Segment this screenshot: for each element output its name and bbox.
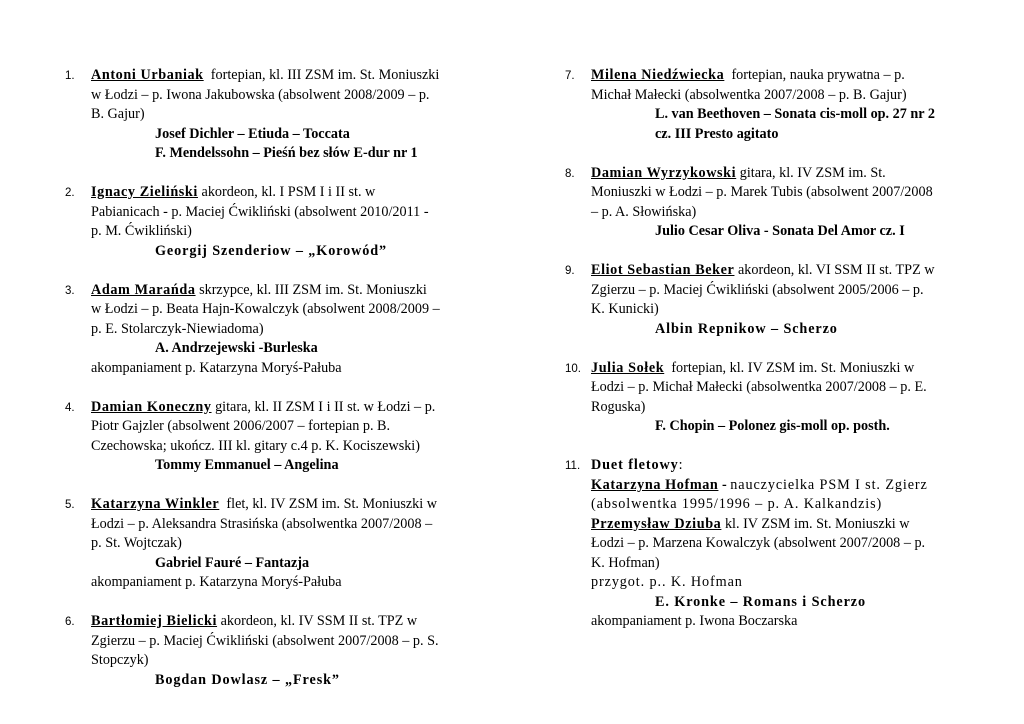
- performer-name: Antoni Urbaniak: [91, 67, 204, 83]
- accompaniment: akompaniament p. Katarzyna Moryś-Pałuba: [91, 574, 342, 590]
- performer-description: fortepian, nauka prywatna – p. Michał Małecki (absolwentka 2007/2008 – p. B. Gajur): [591, 67, 907, 103]
- right-column: [565, 66, 940, 651]
- program-piece: Tommy Emmanuel – Angelina: [155, 457, 339, 473]
- accompaniment: akompaniament p. Katarzyna Moryś-Pałuba: [91, 359, 342, 376]
- entry-number: 6.: [65, 616, 75, 628]
- left-column: [65, 66, 440, 710]
- performer-name: Eliot Sebastian Beker: [591, 262, 735, 278]
- duet-member-1-separator: -: [718, 476, 731, 493]
- entry-1: [65, 66, 440, 164]
- entry-9: [565, 261, 940, 339]
- entry-number: 8.: [565, 167, 575, 180]
- entry-number: 7.: [565, 70, 575, 82]
- duet-member-2-name: Przemysław Dziuba: [591, 515, 722, 532]
- performer-name: Damian Koneczny: [91, 398, 212, 415]
- entry-number: 5.: [65, 499, 75, 511]
- entry-number: 9.: [565, 265, 575, 277]
- entry-8: [565, 164, 940, 242]
- duet-member-1-description: nauczycielka PSM I st. Zgierz (absolwentka 1995/1996 – p. A. Kalkandzis): [591, 476, 928, 512]
- entry-11-duet: 11. Duet fletowy: Katarzyna Hofman - nauczycielka PSM I st. Zgierz (absolwentka 1995/1996 – p. A. Kalkandzis) Przemysław Dziuba kl. IV ZSM im. St. Moniuszki w Łodzi – p. Marzena Kowalczyk (absolwent 2007/2008 – p. K. Hofman) przygot. p.. K. Hofman E. Kronke – Romans i Scherzo akompaniament p. Iwona Boczarska: [565, 456, 940, 632]
- accompaniment: akompaniament p. Iwona Boczarska: [591, 613, 798, 629]
- entry-number: 3.: [65, 284, 75, 297]
- program-piece: F. Chopin – Polonez gis-moll op. posth.: [655, 418, 890, 434]
- program-piece: Josef Dichler – Etiuda – Toccata: [155, 125, 350, 142]
- program-piece: cz. III Presto agitato: [655, 125, 779, 142]
- program-piece: Julio Cesar Oliva - Sonata Del Amor cz. I: [655, 223, 905, 239]
- entry-6: [65, 612, 440, 690]
- entry-number: 10.: [565, 362, 581, 375]
- program-piece: A. Andrzejewski -Burleska: [155, 340, 318, 356]
- performer-description: akordeon, kl. VI SSM II st. TPZ w Zgierzu – p. Maciej Ćwikliński (absolwent 2005/2006 – p. K. Kunicki): [591, 262, 935, 317]
- performer-description: akordeon, kl. IV SSM II st. TPZ w Zgierzu – p. Maciej Ćwikliński (absolwent 2007/2008 – p. S. Stopczyk): [91, 613, 439, 668]
- performer-description: flet, kl. IV ZSM im. St. Moniuszki w Łodzi – p. Aleksandra Strasińska (absolwentka 2007/2008 – p. St. Wojtczak): [91, 496, 437, 551]
- performer-description: akordeon, kl. I PSM I i II st. w Pabianicach - p. Maciej Ćwikliński (absolwent 2010/2011 - p. M. Ćwikliński): [91, 184, 429, 239]
- program-piece: Bogdan Dowlasz – „Fresk”: [155, 671, 340, 688]
- performer-description: fortepian, kl. III ZSM im. St. Moniuszki w Łodzi – p. Iwona Jakubowska (absolwent 2008/2009 – p. B. Gajur): [91, 67, 440, 122]
- duet-member-2-description: kl. IV ZSM im. St. Moniuszki w Łodzi – p. Marzena Kowalczyk (absolwent 2007/2008 – p. K. Hofman): [591, 515, 926, 571]
- duet-member-1-name: Katarzyna Hofman: [591, 476, 719, 493]
- program-piece: L. van Beethoven – Sonata cis-moll op. 27 nr 2: [655, 106, 935, 122]
- entry-10: [565, 359, 940, 437]
- entry-3: [65, 281, 440, 379]
- performer-description: fortepian, kl. IV ZSM im. St. Moniuszki w Łodzi – p. Michał Małecki (absolwentka 2007/2008 – p. E. Roguska): [591, 359, 927, 415]
- entry-4: [65, 398, 440, 476]
- performer-description: gitara, kl. IV ZSM im. St. Moniuszki w Łodzi – p. Marek Tubis (absolwent 2007/2008 – p. A. Słowińska): [591, 164, 933, 220]
- entry-number: 4.: [65, 401, 75, 414]
- entry-number: 1.: [65, 70, 75, 82]
- program-piece: Georgij Szenderiow – „Korowód”: [155, 242, 388, 259]
- performer-name: Julia Sołek: [591, 359, 665, 376]
- performer-name: Katarzyna Winkler: [91, 496, 220, 512]
- performer-description: gitara, kl. II ZSM I i II st. w Łodzi – p. Piotr Gajzler (absolwent 2006/2007 – fortepian p. B. Czechowska; ukończ. III kl. gitary c.4 p. K. Kociszewski): [91, 398, 436, 454]
- entry-number: 11.: [565, 460, 581, 472]
- entry-5: [65, 495, 440, 593]
- entry-number: 2.: [65, 187, 75, 199]
- performer-name: Ignacy Zieliński: [91, 184, 198, 200]
- entry-2: [65, 183, 440, 261]
- program-piece: Albin Repnikow – Scherzo: [655, 320, 838, 337]
- performer-description: skrzypce, kl. III ZSM im. St. Moniuszki w Łodzi – p. Beata Hajn-Kowalczyk (absolwent 2008/2009 – p. E. Stolarczyk-Niewiadoma): [91, 281, 440, 337]
- program-piece: Gabriel Fauré – Fantazja: [155, 554, 310, 571]
- preparation: przygot. p.. K. Hofman: [591, 574, 743, 590]
- performer-name: Milena Niedźwiecka: [591, 67, 725, 83]
- performer-name: Bartłomiej Bielicki: [91, 613, 218, 629]
- duet-title: Duet fletowy: [591, 457, 679, 473]
- program-piece: E. Kronke – Romans i Scherzo: [655, 593, 866, 610]
- performer-name: Adam Marańda: [91, 281, 196, 298]
- entry-7: [565, 66, 940, 144]
- performer-name: Damian Wyrzykowski: [591, 164, 737, 181]
- program-piece: F. Mendelssohn – Pieśń bez słów E-dur nr 1: [155, 145, 418, 161]
